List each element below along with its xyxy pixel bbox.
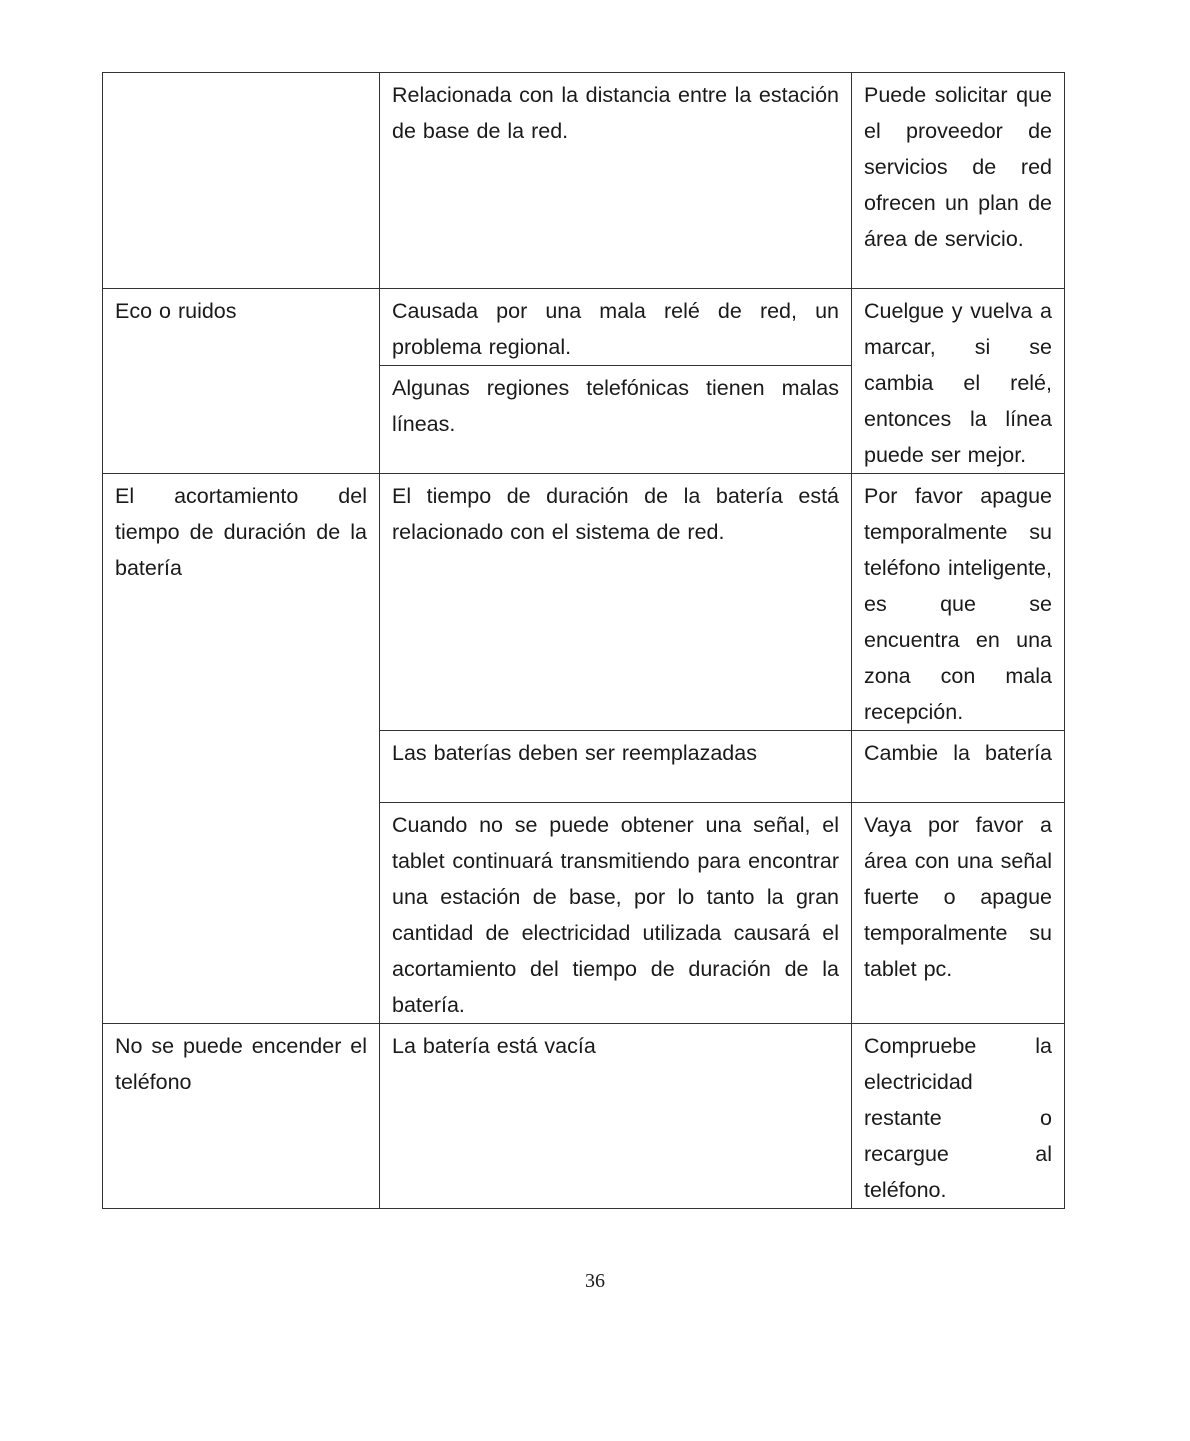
- solution-cell: Puede solicitar que el proveedor de servicios de red ofrecen un plan de área de servicio.: [852, 73, 1065, 289]
- solution-cell: Cuelgue y vuelva a marcar, si se cambia el relé, entonces la línea puede ser mejor.: [852, 289, 1065, 474]
- problem-cell: No se puede encender el teléfono: [103, 1024, 380, 1209]
- cause-cell: Cuando no se puede obtener una señal, el tablet continuará transmitiendo para encontrar una estación de base, por lo tanto la gran cantidad de electricidad utilizada causará el acortamiento del tiempo de duración de la batería.: [380, 803, 852, 1024]
- problem-cell: Eco o ruidos: [103, 289, 380, 474]
- solution-cell: Cambie la batería: [852, 731, 1065, 803]
- cause-cell: Causada por una mala relé de red, un problema regional.: [380, 289, 852, 366]
- troubleshooting-table: [102, 72, 1065, 1209]
- cause-cell: Relacionada con la distancia entre la estación de base de la red.: [380, 73, 852, 289]
- cause-cell: El tiempo de duración de la batería está relacionado con el sistema de red.: [380, 474, 852, 731]
- table-row: [103, 474, 1065, 731]
- cause-cell: Las baterías deben ser reemplazadas: [380, 731, 852, 803]
- solution-cell: Compruebe la electricidad restante o recargue al teléfono.: [852, 1024, 1065, 1209]
- problem-cell: [103, 73, 380, 289]
- solution-cell: Vaya por favor a área con una señal fuerte o apague temporalmente su tablet pc.: [852, 803, 1065, 1024]
- problem-cell: El acortamiento del tiempo de duración de la batería: [103, 474, 380, 1024]
- table-row: [103, 289, 1065, 366]
- table-row: [103, 73, 1065, 289]
- cause-cell: La batería está vacía: [380, 1024, 852, 1209]
- page-number: 36: [585, 1270, 605, 1292]
- cause-cell: Algunas regiones telefónicas tienen malas líneas.: [380, 366, 852, 474]
- solution-cell: Por favor apague temporalmente su teléfono inteligente, es que se encuentra en una zona con mala recepción.: [852, 474, 1065, 731]
- table-row: [103, 1024, 1065, 1209]
